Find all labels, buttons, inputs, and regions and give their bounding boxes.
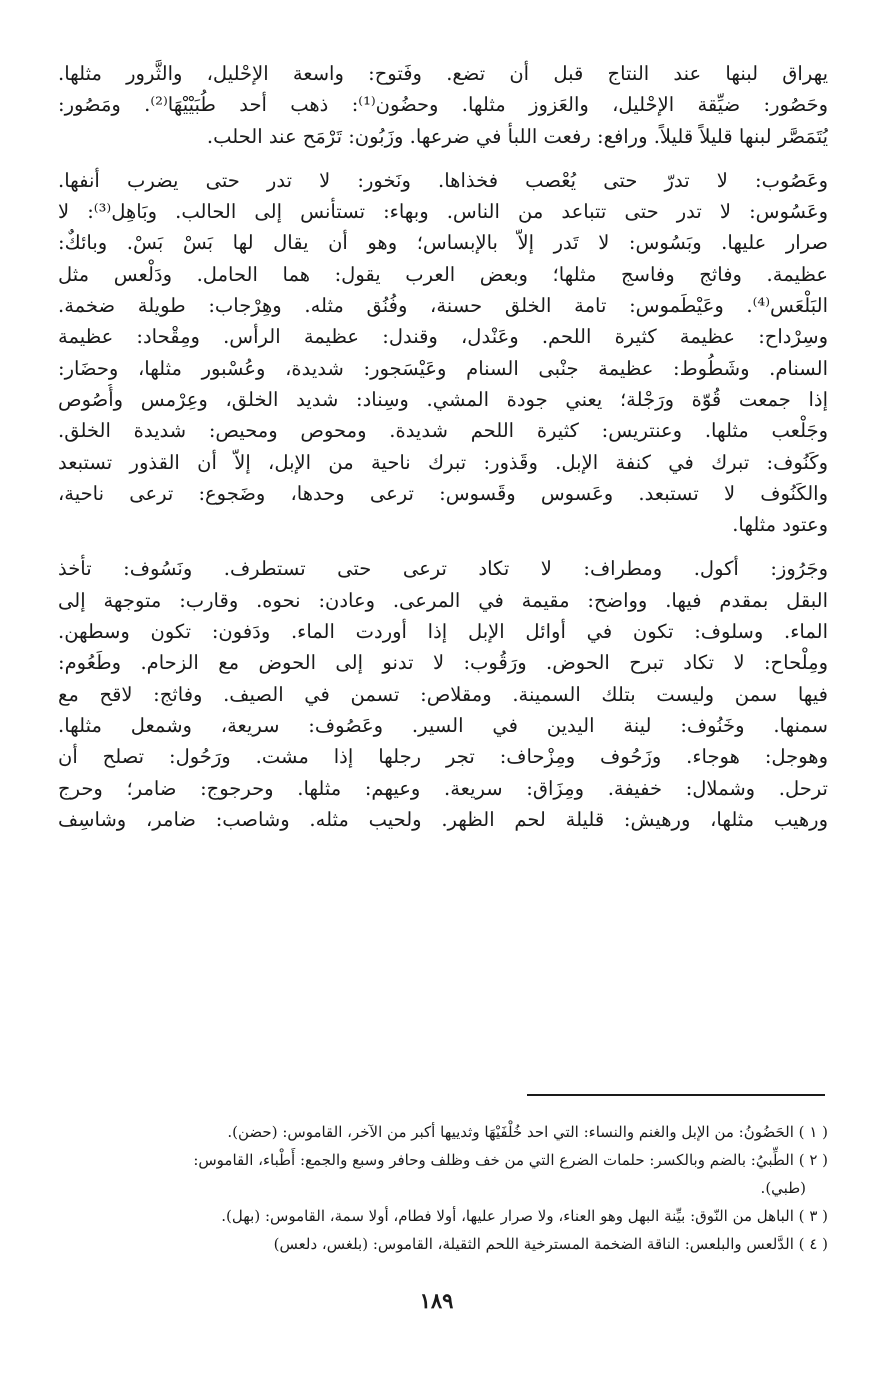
- text-line: وكَنُوف: تبرك في كنفة الإبل. وقَذور: تبرك ناحية من الإبل، إلاّ أن القذور تستبعد: [58, 450, 828, 474]
- text-line: وجَلْعب مثلها. وعنتريس: كثيرة اللحم شديدة. ومحوص ومحيص: شديدة الخلق.: [58, 419, 828, 443]
- text-line: وعَسُوس: لا تدر حتى تتباعد من الناس. وبهاء: تستأنس إلى الحالب. وبَاهِل⁽³⁾: لا: [58, 200, 828, 224]
- text-line: وهوجل: هوجاء. وزَحُوف ومِزْحاف: تجر رجلها إذا مشت. ورَحُول: تصلح أن: [58, 745, 828, 769]
- footnote-2: ( ٢ ) الطِّبيُ: بالضم وبالكسر: حلمات الضرع التي من خف وظلف وحافر وسبع والجمع: أَطْباء، القاموس:: [193, 1151, 828, 1169]
- footnote-separator: [527, 1094, 825, 1096]
- footnote-4: ( ٤ ) الدَّلعس والبلعس: الناقة الضخمة المسترخية اللحم الثقيلة، القاموس: (بلغس، دلعس): [273, 1235, 828, 1253]
- text-line: وجَرُوز: أكول. ومطراف: لا تكاد ترعى حتى تستطرف. ونَسُوف: تأخذ: [58, 557, 828, 581]
- text-line: فيها سمن وليست بتلك السمينة. ومقلاص: تسمن في الصيف. وفاثج: لاقح مع: [58, 682, 828, 706]
- text-line: وسِرْداح: عظيمة كثيرة اللحم. وعَنْدل، وقندل: عظيمة الرأس. ومِقْحاد: عظيمة: [58, 325, 828, 349]
- text-line: وعَصُوب: لا تدرّ حتى يُعْصب فخذاها. ونَخور: لا تدر حتى يضرب أنفها.: [58, 168, 828, 192]
- page-number: ١٨٩: [419, 1288, 454, 1313]
- text-line: الماء. وسلوف: تكون في أوائل الإبل إذا أوردت الماء. ودَفون: تكون وسطهن.: [58, 620, 828, 644]
- main-text: [58, 58, 828, 835]
- footnote-1: ( ١ ) الحَضُونُ: من الإبل والغنم والنساء: التي احد خُلْفَيْهَا وثدييها أكبر من الآخر، القاموس: (حضن).: [227, 1123, 828, 1141]
- paragraph-2: [58, 165, 828, 541]
- footnote-3: ( ٣ ) الباهل من النّوق: بيِّنة البهل وهو العناء، ولا صرار عليها، أولا فطام، أولا سمة، القاموس: (بهل).: [221, 1207, 828, 1225]
- paragraph-1: [58, 58, 828, 152]
- text-line: البَلْعَس⁽⁴⁾. وعَيْطَموس: تامة الخلق حسنة، وفُنُق مثله. وهِرْجاب: طويلة ضخمة.: [58, 294, 828, 318]
- text-line: عظيمة. وفاثج وفاسج مثلها؛ وبعض العرب يقول: هما الحامل. ودَلْعس مثل: [58, 262, 828, 286]
- text-line: يهراق لبنها عند النتاج قبل أن تضع. وفَتوح: واسعة الإحْليل، والثَّرور مثلها.: [58, 62, 828, 85]
- text-line: السنام. وشَطُوط: عظيمة جنْبى السنام وعَيْسَجور: شديدة، وعُسْبور مثلها، وحضَار:: [58, 356, 828, 380]
- text-line: ومِلْحاح: لا تكاد تبرح الحوض. ورَقُوب: لا تدنو إلى الحوض مع الزحام. وطَعُوم:: [58, 651, 828, 675]
- text-line: ورهيب مثلها، ورهيش: قليلة لحم الظهر. ولحيب مثله. وشاصب: ضامر، وشاسِف: [58, 807, 828, 831]
- text-line: يُتَمَصَّر لبنها قليلاً قليلاً. ورافع: رفعت اللبأ في ضرعها. وزَبُون: تَرْمَح عند الحلب.: [206, 124, 828, 148]
- text-line: إذا جمعت قُوّة ورَجْلة؛ يعني جودة المشي. وسِناد: شديد الخلق، وعِرْمس وأُصُوص: [58, 387, 828, 411]
- text-line: والكَنُوف لا تستبعد. وعَسوس وقَسوس: ترعى وحدها، وضَجوع: ترعى ناحية،: [58, 481, 828, 505]
- text-line: ترحل. وشملال: خفيفة. ومِزَاق: سريعة. وعيهم: مثلها. وحرجوج: ضامر؛ وحرج: [58, 776, 828, 800]
- text-line: وعتود مثلها.: [732, 513, 828, 537]
- footnote-2-continued: (طبي).: [760, 1179, 806, 1197]
- text-line: سمنها. وخَنُوف: لينة اليدين في السير. وعَصُوف: سريعة، وشمعل مثلها.: [58, 713, 828, 737]
- text-line: البقل بمقدم فيها. وواضح: مقيمة في المرعى. وعادن: نحوه. وقارب: متوجهة إلى: [58, 588, 828, 612]
- text-line: صرار عليها. وبَسُوس: لا تَدر إلاّ بالإبساس؛ وهو أن يقال لها بَسْ بَسْ. وبائكٌ:: [58, 231, 828, 255]
- footnotes: [58, 1118, 828, 1258]
- text-line: وحَصُور: ضيِّقة الإحْليل، والعَزوز مثلها. وحضُون⁽¹⁾: ذهب أحد طُبَيْيْهَا⁽²⁾. ومَصُور:: [58, 93, 828, 117]
- paragraph-3: [58, 553, 828, 835]
